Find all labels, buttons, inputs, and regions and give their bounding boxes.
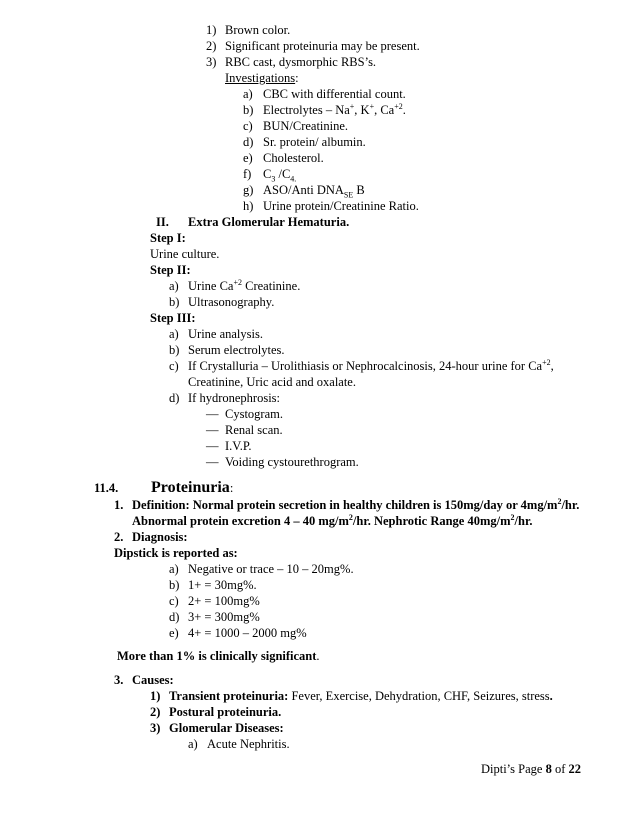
list-number: 1. [114, 498, 124, 512]
dash-bullet: — [206, 455, 219, 469]
item-text: , Ca [374, 103, 395, 117]
item-text: CBC with differential count. [263, 87, 406, 101]
dash-item [206, 406, 283, 422]
item-text: Electrolytes – Na [263, 103, 350, 117]
diagnosis-item [169, 577, 257, 593]
causes-title: Causes: [132, 673, 174, 687]
subscript: SE [343, 190, 354, 200]
investigations-heading-text: Investigations [225, 71, 296, 85]
item-label: h) [243, 199, 254, 213]
list-item [206, 54, 376, 70]
definition-text: Definition: Normal protein secretion in healthy children is 150mg/day or 4mg/m [132, 498, 558, 512]
section-heading [94, 478, 233, 498]
section-title: Proteinuria [151, 479, 230, 496]
investigation-item [243, 118, 348, 134]
dash-bullet: — [206, 423, 219, 437]
extra-heading [156, 214, 349, 230]
list-text: RBC cast, dysmorphic RBS’s. [225, 55, 377, 69]
cause-period: . [549, 689, 553, 703]
investigation-item [243, 150, 324, 166]
definition-text: Abnormal protein excretion 4 – 40 mg/m [132, 514, 349, 528]
list-number: 3) [150, 721, 161, 735]
item-text: I.V.P. [225, 439, 252, 453]
list-number: 2) [206, 39, 217, 53]
list-text: Significant proteinuria may be present. [225, 39, 420, 53]
item-label: d) [243, 135, 254, 149]
list-item [206, 22, 290, 38]
superscript: 2 [557, 496, 562, 506]
section-number: 11.4. [94, 481, 119, 495]
item-label: c) [169, 594, 179, 608]
causes-heading [114, 672, 174, 688]
item-text: 2+ = 100mg% [188, 594, 260, 608]
item-label: a) [169, 562, 179, 576]
investigation-item [243, 134, 366, 150]
page-total: 22 [568, 762, 581, 776]
page-number: 8 [545, 762, 552, 776]
item-label: e) [243, 151, 253, 165]
page-footer [481, 761, 581, 777]
list-number: 3) [206, 55, 217, 69]
diagnosis-item [169, 561, 354, 577]
item-label: f) [243, 167, 252, 181]
item-text: ASO/Anti DNA [263, 183, 344, 197]
definition-line [132, 513, 532, 529]
significance-period: . [316, 649, 320, 663]
item-label: e) [169, 626, 179, 640]
item-text: , [550, 359, 554, 373]
list-text: Brown color. [225, 23, 291, 37]
item-label: a) [169, 327, 179, 341]
significance-text: More than 1% is clinically significant [117, 649, 317, 663]
superscript: +2 [233, 277, 242, 287]
subscript: 3 [271, 174, 276, 184]
item-text: Renal scan. [225, 423, 283, 437]
definition-line [114, 497, 579, 513]
superscript: +2 [542, 357, 551, 367]
investigation-item [243, 166, 296, 182]
diagnosis-item [169, 609, 260, 625]
item-text: C [263, 167, 272, 181]
step-text: Urine culture. [150, 247, 220, 261]
step-heading: Step II: [150, 263, 191, 277]
item-text: Cystogram. [225, 407, 283, 421]
list-number: 3. [114, 673, 124, 687]
definition-text: /hr. [561, 498, 580, 512]
item-label: b) [169, 578, 180, 592]
item-text: Voiding cystourethrogram. [225, 455, 359, 469]
item-text: Creatinine. [242, 279, 301, 293]
cause-sub-item [188, 736, 290, 752]
cause-item [150, 704, 281, 720]
superscript: + [369, 101, 375, 111]
step-item [169, 342, 285, 358]
cause-text: Fever, Exercise, Dehydration, CHF, Seizures, stress [288, 689, 550, 703]
item-label: b) [169, 295, 180, 309]
step-item [169, 390, 280, 406]
dipstick-heading: Dipstick is reported as: [114, 546, 238, 560]
superscript: 2 [348, 512, 353, 522]
item-text: 1+ = 30mg%. [188, 578, 257, 592]
item-text: If Crystalluria – Urolithiasis or Nephrocalcinosis, 24-hour urine for Ca [188, 359, 543, 373]
item-text: Urine protein/Creatinine Ratio. [263, 199, 419, 213]
item-label: a) [243, 87, 253, 101]
dash-bullet: — [206, 439, 219, 453]
item-text: . [402, 103, 406, 117]
item-text: B [353, 183, 365, 197]
footer-of: of [551, 762, 569, 776]
item-text: Cholesterol. [263, 151, 324, 165]
investigation-item [243, 198, 419, 214]
step-item [169, 278, 300, 294]
investigation-item [243, 102, 406, 118]
item-text: Ultrasonography. [188, 295, 275, 309]
item-text: , K [354, 103, 370, 117]
cause-item [150, 688, 553, 704]
item-label: a) [188, 737, 198, 751]
definition-text: /hr. Nephrotic Range 40mg/m [352, 514, 511, 528]
dash-item [206, 454, 359, 470]
item-text: Acute Nephritis. [207, 737, 290, 751]
investigation-item [243, 182, 365, 198]
item-text: Sr. protein/ albumin. [263, 135, 366, 149]
step-heading: Step I: [150, 231, 186, 245]
significance-note [117, 648, 320, 664]
dash-item [206, 438, 252, 454]
investigations-heading [225, 70, 299, 86]
item-text: BUN/Creatinine. [263, 119, 349, 133]
diagnosis-heading [114, 529, 188, 545]
step-item [169, 358, 554, 374]
item-label: g) [243, 183, 254, 197]
dash-bullet: — [206, 407, 219, 421]
item-label: c) [169, 359, 179, 373]
investigation-item [243, 86, 406, 102]
item-label: b) [169, 343, 180, 357]
diagnosis-item [169, 625, 307, 641]
step-heading: Step III: [150, 311, 196, 325]
list-number: 1) [206, 23, 217, 37]
investigations-colon: : [295, 71, 299, 85]
item-label: b) [243, 103, 254, 117]
step-item [169, 326, 263, 342]
dash-item [206, 422, 283, 438]
cause-title: Transient proteinuria: [169, 689, 289, 703]
item-text: /C [275, 167, 291, 181]
list-number: 1) [150, 689, 161, 703]
cause-title: Glomerular Diseases: [169, 721, 284, 735]
list-number: 2) [150, 705, 161, 719]
item-text: If hydronephrosis: [188, 391, 280, 405]
diagnosis-item [169, 593, 260, 609]
subscript: 4. [290, 174, 297, 184]
list-item [206, 38, 420, 54]
item-label: d) [169, 391, 180, 405]
item-text: Urine Ca [188, 279, 234, 293]
item-label: c) [243, 119, 253, 133]
item-text: Serum electrolytes. [188, 343, 285, 357]
item-label: d) [169, 610, 180, 624]
superscript: + [349, 101, 355, 111]
definition-text: /hr. [514, 514, 533, 528]
extra-title: Extra Glomerular Hematuria. [188, 215, 350, 229]
item-text: 3+ = 300mg% [188, 610, 260, 624]
footer-prefix: Dipti’s Page [480, 762, 546, 776]
cause-title: Postural proteinuria. [169, 705, 282, 719]
list-number: 2. [114, 530, 124, 544]
item-text: 4+ = 1000 – 2000 mg% [188, 626, 307, 640]
section-colon: : [229, 481, 234, 495]
item-text: Urine analysis. [188, 327, 263, 341]
cause-item [150, 720, 284, 736]
item-text: Negative or trace – 10 – 20mg%. [188, 562, 354, 576]
superscript: +2 [394, 101, 403, 111]
step-item-continuation: Creatinine, Uric acid and oxalate. [188, 375, 356, 389]
item-label: a) [169, 279, 179, 293]
superscript: 2 [510, 512, 515, 522]
roman-numeral: II. [156, 215, 169, 229]
diagnosis-title: Diagnosis: [132, 530, 188, 544]
step-item [169, 294, 274, 310]
